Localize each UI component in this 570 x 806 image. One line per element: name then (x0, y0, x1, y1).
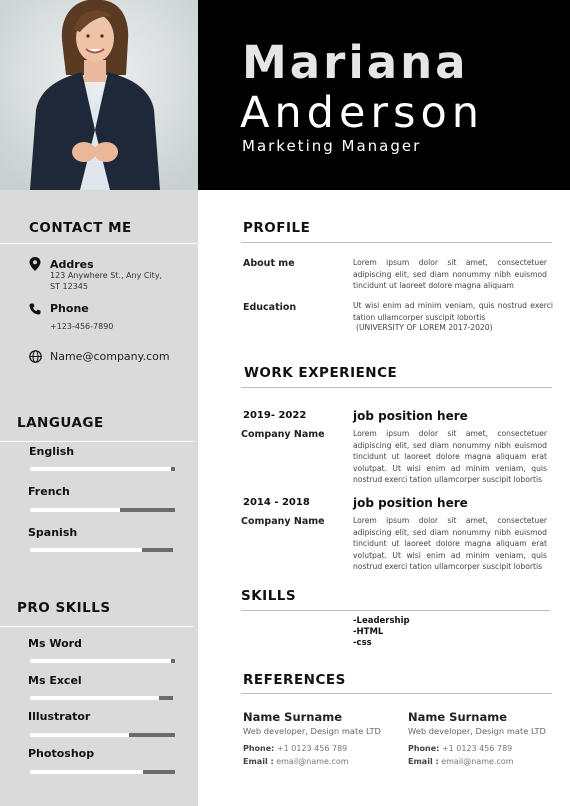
contact-divider (0, 243, 198, 244)
first-name: Mariana (242, 36, 469, 89)
skills-title: SKILLS (241, 588, 297, 604)
references-divider (241, 693, 552, 694)
language-bar (30, 508, 175, 512)
reference-phone (408, 744, 512, 753)
skill-label: Illustrator (28, 710, 91, 723)
skill-bar-fill (171, 659, 175, 663)
email-value: Name@company.com (50, 350, 170, 363)
about-text: Lorem ipsum dolor sit amet, consectetuer adipiscing elit, sed diam nonummy nibh euismod tincidunt ut laoreet dolore magna aliquam (353, 258, 547, 290)
references-title: REFERENCES (243, 672, 346, 688)
globe-icon (29, 350, 42, 368)
reference-name: Name Surname (408, 710, 508, 724)
language-label: Spanish (28, 526, 78, 539)
job-years: 2019- 2022 (243, 410, 307, 421)
job-position: job position here (353, 409, 468, 423)
profile-photo (0, 0, 198, 190)
skill-item: -css (353, 638, 372, 648)
skill-item: -HTML (353, 627, 384, 637)
about-label: About me (243, 258, 295, 269)
language-bar-fill (142, 548, 173, 552)
profile-divider (241, 242, 552, 243)
language-label: French (28, 485, 70, 498)
pro-skills-divider (0, 626, 194, 627)
education-detail: (UNIVERSITY OF LOREM 2017-2020) (356, 323, 493, 332)
job-company: Company Name (241, 429, 325, 440)
skill-bar-fill (143, 770, 175, 774)
pro-skills-title: PRO SKILLS (17, 600, 111, 616)
language-divider (0, 441, 194, 442)
language-bar-fill (171, 467, 175, 471)
reference-email-value: email@name.com (276, 757, 349, 766)
person-portrait (0, 0, 198, 190)
job-years: 2014 - 2018 (243, 497, 310, 508)
reference-role: Web developer, Design mate LTD (243, 726, 381, 736)
reference-name: Name Surname (243, 710, 343, 724)
skill-label: Ms Word (28, 637, 82, 650)
job-company: Company Name (241, 516, 325, 527)
reference-phone-label: Phone: (243, 744, 275, 753)
language-title: LANGUAGE (17, 415, 104, 431)
reference-email-label: Email : (408, 757, 439, 766)
skill-bar (30, 770, 175, 774)
reference-phone-value: +1 0123 456 789 (276, 744, 348, 753)
skill-bar (30, 733, 175, 737)
address-line-2: ST 12345 (50, 282, 88, 291)
education-text: Ut wisi enim ad minim veniam, quis nostrud exerci tation ullamcorper suscipit lobortis (353, 301, 553, 322)
location-icon (29, 257, 41, 276)
skill-item: -Leadership (353, 616, 410, 626)
work-title: WORK EXPERIENCE (244, 365, 398, 381)
reference-role: Web developer, Design mate LTD (408, 726, 546, 736)
reference-email-label: Email : (243, 757, 274, 766)
skill-bar (30, 659, 175, 663)
reference-email-value: email@name.com (441, 757, 514, 766)
skill-label: Ms Excel (28, 674, 82, 687)
reference-email (408, 757, 514, 766)
last-name: Anderson (240, 88, 485, 138)
education-label: Education (243, 302, 297, 313)
skill-bar-fill (159, 696, 173, 700)
language-label: English (29, 445, 75, 458)
phone-value: +123-456-7890 (50, 322, 114, 331)
skills-divider (241, 610, 550, 611)
language-bar-fill (120, 508, 175, 512)
language-bar (30, 548, 173, 552)
skill-bar-fill (129, 733, 175, 737)
job-description: Lorem ipsum dolor sit amet, consectetuer adipiscing elit, sed diam nonummy nibh euismod tincidunt ut laoreet dolore magna aliquam erat volutpat. Ut wisi enim ad minim veniam, quis nostrud exerci tation ullamcorper suscipit lobortis (353, 429, 547, 484)
job-position: job position here (353, 496, 468, 510)
profile-title: PROFILE (243, 220, 311, 236)
work-divider (241, 387, 552, 388)
contact-title: CONTACT ME (29, 220, 132, 236)
phone-label: Phone (50, 302, 89, 315)
skill-bar (30, 696, 173, 700)
address-label: Addres (50, 258, 94, 271)
reference-phone (243, 744, 347, 753)
language-bar (30, 467, 175, 471)
job-title: Marketing Manager (242, 137, 422, 155)
reference-email (243, 757, 349, 766)
phone-icon (29, 302, 41, 320)
job-description: Lorem ipsum dolor sit amet, consectetuer adipiscing elit, sed diam nonummy nibh euismod tincidunt ut laoreet dolore magna aliquam erat volutpat. Ut wisi enim ad minim veniam, quis nostrud exerci tation ullamcorper suscipit lobortis (353, 516, 547, 571)
reference-phone-label: Phone: (408, 744, 440, 753)
reference-phone-value: +1 0123 456 789 (441, 744, 513, 753)
address-line-1: 123 Anywhere St., Any City, (50, 271, 163, 280)
skill-label: Photoshop (28, 747, 95, 760)
